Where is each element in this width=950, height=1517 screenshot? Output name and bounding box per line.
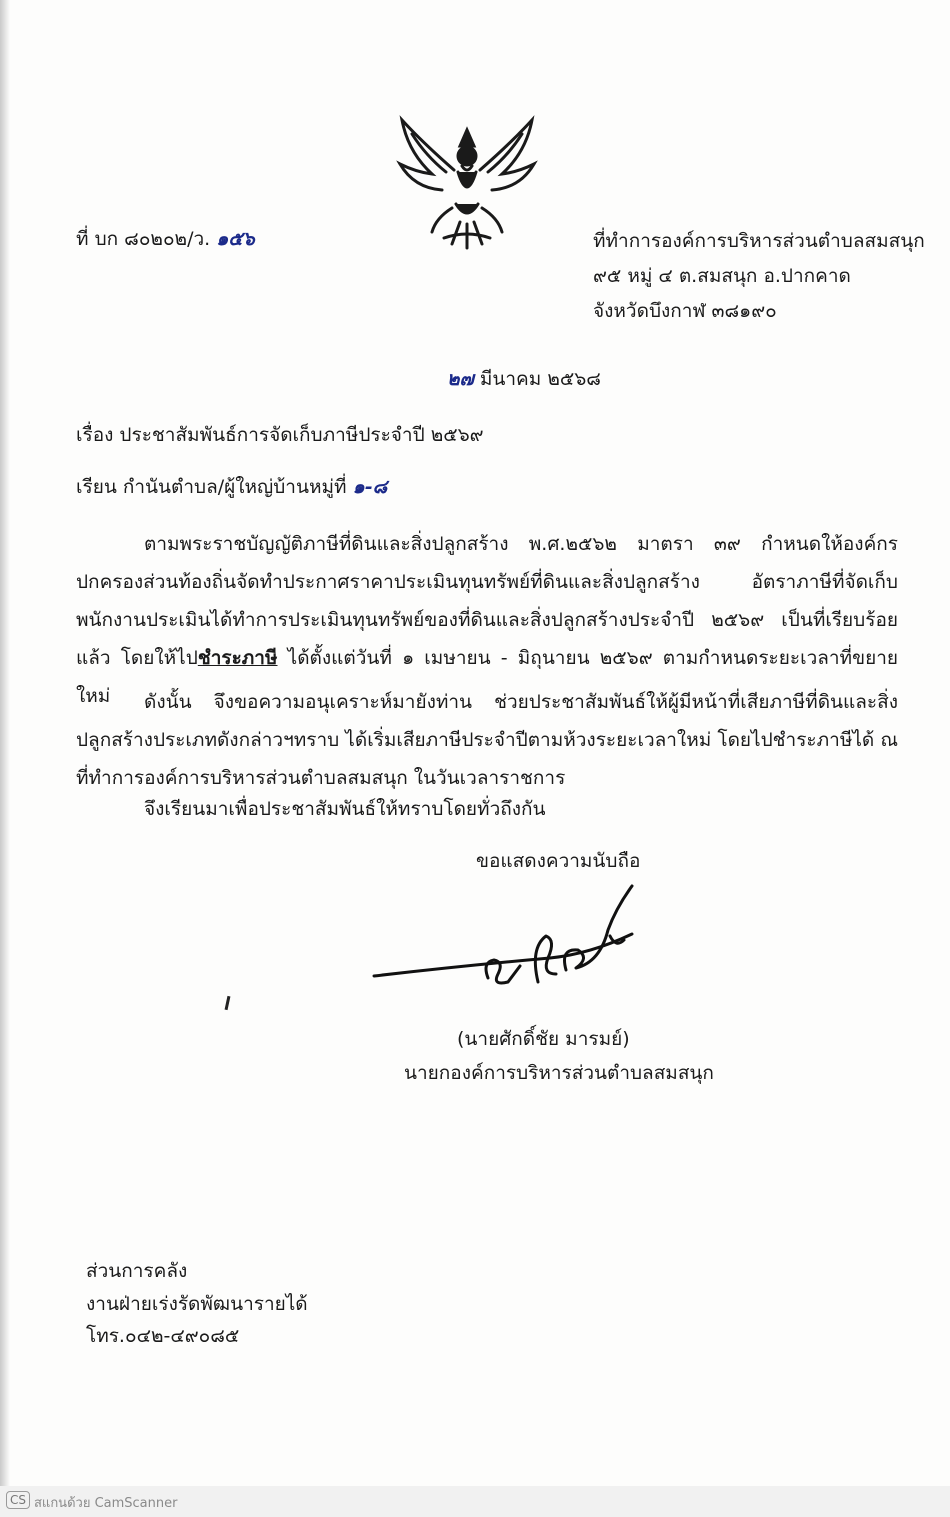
body-paragraph-2 xyxy=(76,683,898,797)
reference-handwritten: ๑๕๖ xyxy=(216,228,255,250)
signer-name: (นายศักดิ์ชัย มารมย์) xyxy=(457,1028,630,1050)
camscanner-logo-icon: CS xyxy=(6,1491,30,1509)
camscanner-watermark: สแกนด้วย CamScanner xyxy=(34,1496,178,1511)
addressee-label: เรียน กำนันตำบล/ผู้ใหญ่บ้านหมู่ที่ xyxy=(76,476,347,498)
handwritten-signature xyxy=(370,878,640,1008)
scan-edge-shadow xyxy=(0,0,10,1517)
signer-title: นายกองค์การบริหารส่วนตำบลสมสนุก xyxy=(404,1062,714,1084)
body-paragraph-3: จึงเรียนมาเพื่อประชาสัมพันธ์ให้ทราบโดยทั่วถึงกัน xyxy=(144,798,546,820)
letter-subject: เรื่อง ประชาสัมพันธ์การจัดเก็บภาษีประจำปี ๒๕๖๙ xyxy=(76,424,484,446)
reference-number xyxy=(76,228,255,251)
stray-pen-mark xyxy=(225,996,231,1010)
paragraph-1-period: ได้ตั้งแต่วันที่ ๑ เมษายน - มิถุนายน ๒๕๖๙ ตามกำหนดระยะเวลาที่ขยายใหม่ xyxy=(76,647,898,707)
garuda-emblem-icon xyxy=(392,112,542,252)
date-month-year: มีนาคม ๒๕๖๘ xyxy=(479,368,601,390)
pay-tax-underlined: ชำระภาษี xyxy=(197,647,278,669)
office-address: ๙๕ หมู่ ๔ ต.สมสนุก อ.ปากคาด xyxy=(593,265,851,287)
reference-printed: ที่ บก ๘๐๒๐๒/ว. xyxy=(76,228,211,250)
letter-date xyxy=(447,368,601,391)
office-province: จังหวัดบึงกาฬ ๓๘๑๙๐ xyxy=(593,300,777,322)
addressee-handwritten: ๑-๘ xyxy=(352,476,388,498)
paragraph-1-text: ตามพระราชบัญญัติภาษีที่ดินและสิ่งปลูกสร้าง พ.ศ.๒๕๖๒ มาตรา ๓๙ กำหนดให้องค์กรปกครองส่วนท้องถิ่นจัดทำประกาศราคาประเมินทุนทรัพย์ที่ดินและสิ่งปลูกสร้าง อัตราภาษีที่จัดเก็บ พนักงานประเมินได้ทำการประเมินทุนทรัพย์ของที่ดินและสิ่งปลูกสร้างประจำปี ๒๕๖๙ เป็นที่เรียบร้อยแล้ว โดยให้ไป xyxy=(76,533,898,669)
contact-section: งานฝ่ายเร่งรัดพัฒนารายได้ xyxy=(86,1293,308,1315)
letter-addressee xyxy=(76,476,387,499)
paragraph-2-text: ดังนั้น จึงขอความอนุเคราะห์มายังท่าน ช่วยประชาสัมพันธ์ให้ผู้มีหน้าที่เสียภาษีที่ดินและสิ่งปลูกสร้างประเภทดังกล่าวฯทราบ ได้เริ่มเสียภาษีประจำปีตามห้วงระยะเวลาใหม่ โดยไปชำระภาษีได้ ณ ที่ทำการองค์การบริหารส่วนตำบลสมสนุก ในวันเวลาราชการ xyxy=(76,691,898,789)
office-name: ที่ทำการองค์การบริหารส่วนตำบลสมสนุก xyxy=(593,230,925,252)
contact-phone: โทร.๐๔๒-๔๙๐๘๕ xyxy=(86,1325,240,1347)
closing-phrase: ขอแสดงความนับถือ xyxy=(476,850,641,872)
date-day-handwritten: ๒๗ xyxy=(447,368,474,390)
contact-department: ส่วนการคลัง xyxy=(86,1260,188,1282)
